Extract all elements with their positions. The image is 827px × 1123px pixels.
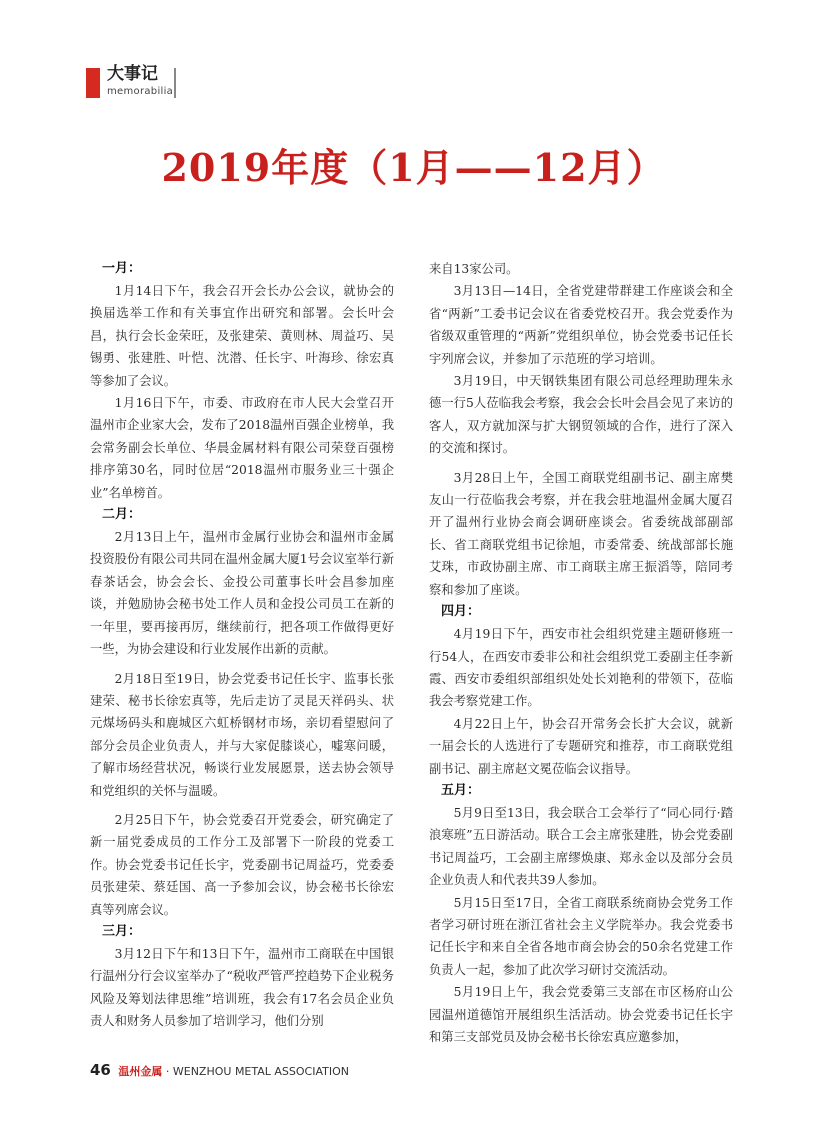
page-title: 2019年度（1月——12月） — [161, 145, 666, 190]
event-paragraph: 3月13日—14日，全省党建带群建工作座谈会和全省“两新”工委书记会议在省委党校召开。我会党委作为省级双重管理的“两新”党组织单位，协会党委书记任长宇列席会议，并参加了示范班的学习培训。 — [429, 284, 733, 366]
month-heading-january: 一月： — [102, 261, 142, 276]
page-number: 46 — [90, 1061, 111, 1079]
event-paragraph: 3月19日，中天钢铁集团有限公司总经理助理朱永德一行5人莅临我会考察，我会会长叶会昌会见了来访的客人，双方就加深与扩大钢贸领域的合作，进行了深入的交流和探讨。 — [429, 374, 733, 456]
event-paragraph: 4月19日下午，西安市社会组织党建主题研修班一行54人，在西安市委非公和社会组织党工委副主任李新霞、西安市委组织部组织处处长刘艳利的带领下，莅临我会考察党建工作。 — [429, 627, 733, 709]
event-paragraph: 5月9日至13日，我会联合工会举行了“同心同行·踏浪寒班”五日游活动。联合工会主席张建胜，协会党委副书记周益巧，工会副主席缪焕康、郑永金以及部分会员企业负责人和代表共39人参加。 — [429, 805, 733, 888]
month-heading-march: 三月： — [102, 923, 142, 939]
page-footer — [90, 1062, 349, 1080]
event-paragraph: 5月15日至17日，全省工商联系统商协会党务工作者学习研讨班在浙江省社会主义学院举办。我会党委书记任长宇和来自全省各地市商会协会的50余名党建工作负责人一起，参加了此次学习研讨交流活动。 — [429, 895, 733, 977]
event-paragraph: 5月19日上午，我会党委第三支部在市区杨府山公园温州道德馆开展组织生活活动。协会党委书记任长宇和第三支部党员及协会秘书长徐宏真应邀参加， — [429, 985, 733, 1044]
event-paragraph: 4月22日上午，协会召开常务会长扩大会议，就新一届会长的人选进行了专题研究和推荐，市工商联党组副书记、副主席赵文冕莅临会议指导。 — [429, 716, 733, 776]
event-paragraph: 1月14日下午，我会召开会长办公会议，就协会的换届选举工作和有关事宜作出研究和部署。会长叶会昌，执行会长金荣旺，及张建荣、黄则林、周益巧、吴锡勇、张建胜、叶恺、沈潜、任长宇、叶海珍、徐宏真等参加了会议。 — [90, 284, 394, 388]
section-divider — [174, 68, 176, 98]
left-column — [90, 258, 394, 1033]
section-title: 大事记 — [107, 64, 158, 84]
event-paragraph: 2月18日至19日，协会党委书记任长宇、监事长张建荣、秘书长徐宏真等，先后走访了灵昆天祥码头、状元煤场码头和鹿城区六虹桥钢材市场，亲切看望慰问了部分会员企业负责人，并与大家促膝谈心，嘘寒问暖，了解市场经营状况，畅谈行业发展愿景，送去协会领导和党组织的关怀与温暖。 — [90, 671, 394, 798]
magazine-name-en: WENZHOU METAL ASSOCIATION — [172, 1065, 349, 1078]
footer-separator: · — [165, 1065, 170, 1078]
magazine-name-cn: 温州金属 — [118, 1065, 163, 1078]
event-paragraph: 2月25日下午，协会党委召开党委会，研究确定了新一届党委成员的工作分工及部署下一阶段的党委工作。协会党委书记任长宇，党委副书记周益巧，党委委员张建荣、蔡廷国、高一予参加会议，协会秘书长徐宏真等列席会议。 — [90, 812, 394, 917]
month-heading-april: 四月： — [441, 604, 481, 620]
section-mark — [86, 68, 100, 98]
event-paragraph: 1月16日下午，市委、市政府在市人民大会堂召开温州市企业家大会，发布了2018温州百强企业榜单，我会常务副会长单位、华晨金属材料有限公司荣登百强榜排序第30名，同时位居“2018温州市服务业三十强企业”名单榜首。 — [90, 396, 394, 500]
event-paragraph: 2月13日上午，温州市金属行业协会和温州市金属投资股份有限公司共同在温州金属大厦1号会议室举行新春茶话会，协会会长、金投公司董事长叶会昌参加座谈，并勉励协会秘书处工作人员和金投公司员工在新的一年里，要再接再厉，继续前行，把各项工作做得更好一些，为协会建设和行业发展作出新的贡献。 — [90, 530, 394, 657]
section-subtitle: memorabilia — [107, 86, 174, 97]
event-paragraph: 3月28日上午，全国工商联党组副书记、副主席樊友山一行莅临我会考察，并在我会驻地温州金属大厦召开了温州行业协会商会调研座谈会。省委统战部副部长、省工商联党组书记徐旭，市委常委、统战部部长施艾珠，市政协副主席、市工商联主席王振滔等，陪同考察和参加了座谈。 — [429, 470, 733, 597]
month-heading-february: 二月： — [102, 507, 142, 523]
event-paragraph-continued: 来自13家公司。 — [429, 262, 519, 276]
right-column — [429, 258, 733, 1048]
event-paragraph: 3月12日下午和13日下午，温州市工商联在中国银行温州分行会议室举办了“税收严管严控趋势下企业税务风险及筹划法律思维”培训班，我会有17名会员企业负责人和财务人员参加了培训学习，他们分别 — [90, 946, 394, 1029]
month-heading-may: 五月： — [441, 782, 481, 798]
